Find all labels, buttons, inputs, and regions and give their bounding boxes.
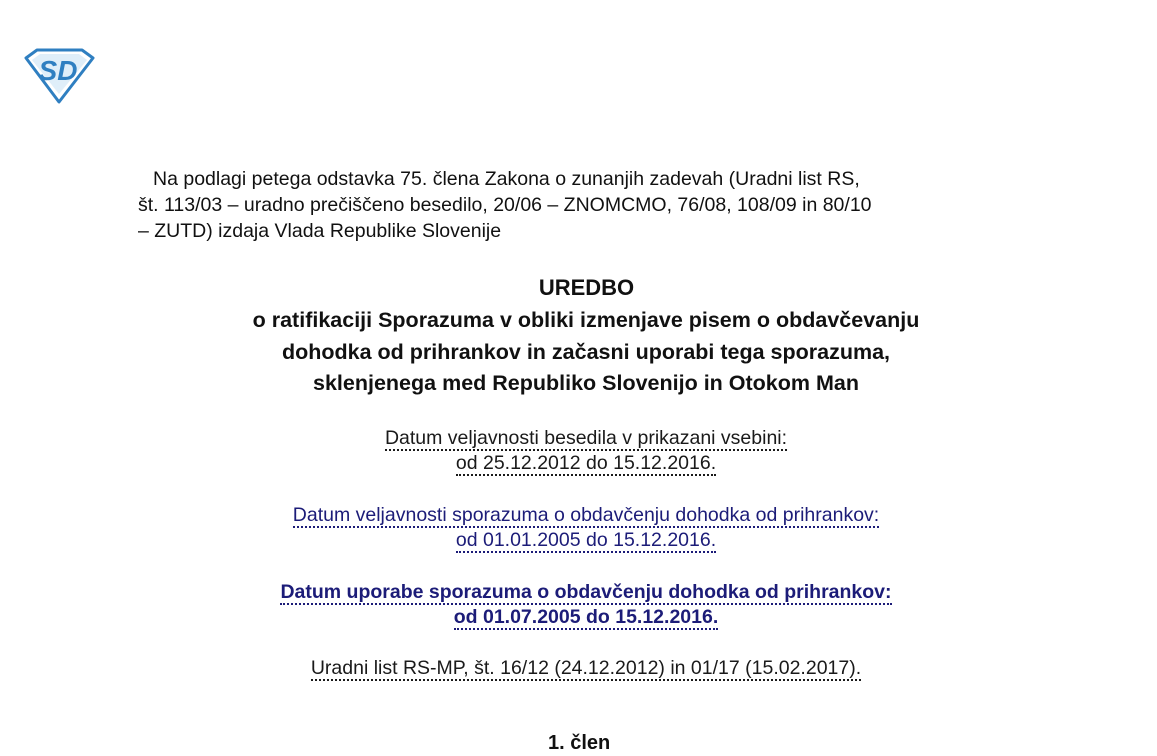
official-gazette-link[interactable]: Uradni list RS-MP, št. 16/12 (24.12.2012) in 01/17 (15.02.2017). (310, 657, 862, 679)
article-heading: 1. člen (548, 732, 611, 754)
validity-dates-link[interactable]: od 25.12.2012 do 15.12.2016. (455, 452, 717, 474)
subtitle-line: dohodka od prihrankov in začasni uporabi tega sporazuma, (281, 339, 891, 364)
svg-text:SD: SD (38, 55, 78, 86)
agreement-validity-dates-link[interactable]: od 01.01.2005 do 15.12.2016. (455, 529, 717, 551)
agreement-validity-note (0, 503, 1157, 553)
preamble-line: – ZUTD) izdaja Vlada Republike Slovenije (138, 220, 502, 242)
official-gazette-note (0, 656, 1157, 681)
preamble-line: Na podlagi petega odstavka 75. člena Zakona o zunanjih zadevah (Uradni list RS, (153, 168, 860, 190)
document-subtitle (0, 305, 1157, 400)
subtitle-line: o ratifikaciji Sporazuma v obliki izmenjave pisem o obdavčevanju (252, 308, 920, 332)
preamble-paragraph (138, 166, 1038, 244)
subtitle-line: sklenjenega med Republiko Slovenijo in Otokom Man (313, 371, 859, 395)
preamble-line: št. 113/03 – uradno prečiščeno besedilo, 20/06 – ZNOMCMO, 76/08, 108/09 in 80/10 (138, 194, 872, 216)
agreement-use-label-link[interactable]: Datum uporabe sporazuma o obdavčenju dohodka od prihrankov: (280, 581, 892, 603)
document-title: UREDBO (538, 275, 635, 300)
agreement-validity-label-link[interactable]: Datum veljavnosti sporazuma o obdavčenju dohodka od prihrankov: (292, 504, 880, 526)
validity-label-link[interactable]: Datum veljavnosti besedila v prikazani vsebini: (384, 427, 788, 449)
text-validity-note (0, 426, 1157, 476)
sd-logo-icon (22, 48, 96, 104)
agreement-use-dates-link[interactable]: od 01.07.2005 do 15.12.2016. (453, 606, 719, 628)
agreement-use-note (0, 580, 1157, 630)
